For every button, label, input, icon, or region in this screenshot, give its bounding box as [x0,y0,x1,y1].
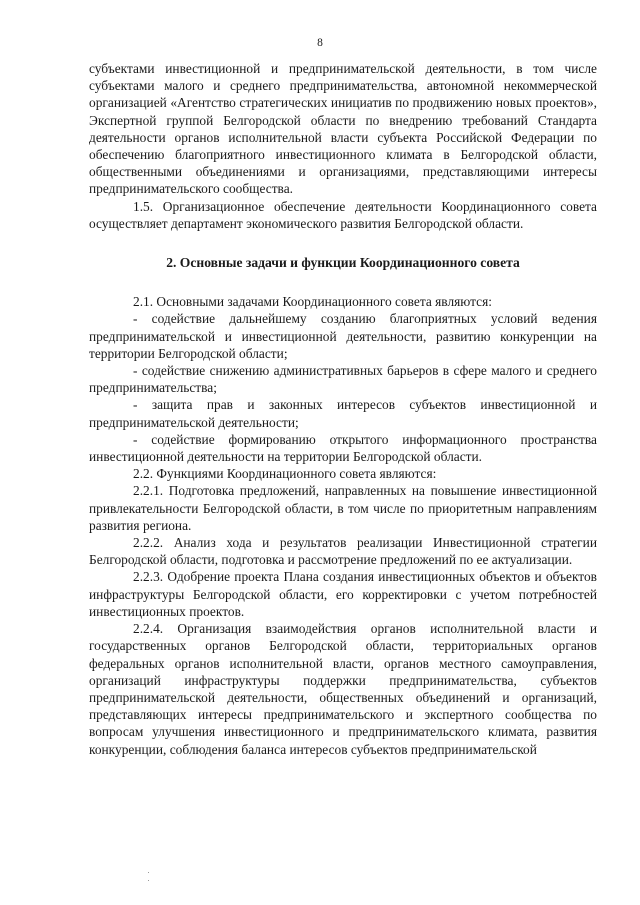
task-item-3: - защита прав и законных интересов субъектов инвестиционной и предпринимательской деятельности; [89,397,597,430]
task-item-2: - содействие снижению административных барьеров в сфере малого и среднего предпринимательства; [89,363,597,396]
paragraph-2-1: 2.1. Основными задачами Координационного совета являются: [133,294,492,310]
paragraph-2-2-2: 2.2.2. Анализ хода и результатов реализации Инвестиционной стратегии Белгородской области, подготовка и рассмотрение предложений по ее актуализации. [89,535,597,568]
paragraph-2-2-3: 2.2.3. Одобрение проекта Плана создания инвестиционных объектов и объектов инфраструктуры Белгородской области, его корректировки с учетом потребностей инвестиционных проектов. [89,569,597,619]
paragraph-2-2-4: 2.2.4. Организация взаимодействия органов исполнительной власти и государственных органов Белгородской области, территориальных органов федеральных органов исполнительной власти, органов местного самоуправления, организаций инфраструктуры поддержки предпринимательства, субъектов предпринимательской деятельности, общественных объединений и организаций, представляющих интересы предпринимательского и экспертного сообщества по вопросам улучшения инвестиционного и предпринимательского климата, развития конкуренции, соблюдения баланса интересов субъектов предпринимательской [89,621,597,757]
task-item-4: - содействие формированию открытого информационного пространства инвестиционной деятельности на территории Белгородской области. [89,431,597,465]
task-item-1: - содействие дальнейшему созданию благоприятных условий ведения предпринимательской и инвестиционной деятельности, развитию конкуренции на территории Белгородской области; [89,311,597,361]
paragraph-continuation: субъектами инвестиционной и предпринимательской деятельности, в том числе субъектами малого и среднего предпринимательства, автономной некоммерческой организацией «Агентство стратегических инициатив по продвижению новых проектов», Экспертной группой Белгородской области по внедрению требований Стандарта деятельности органов исполнительной власти субъекта Российской Федерации по обеспечению благоприятного инвестиционного климата в Белгородской области, общественными объединениями и организациями, представляющими интересы предпринимательского сообщества. [89,61,597,197]
paragraph-2-2-1: 2.2.1. Подготовка предложений, направленных на повышение инвестиционной привлекательности Белгородской области, в том числе по приоритетным направлениям развития региона. [89,483,597,533]
page-number: 8 [317,37,323,49]
paragraph-2-2: 2.2. Функциями Координационного совета являются: [133,466,437,482]
scan-speck [148,880,149,881]
document-body [89,60,597,758]
scan-speck [148,872,149,873]
paragraph-1-5: 1.5. Организационное обеспечение деятельности Координационного совета осуществляет департамент экономического развития Белгородской области. [89,198,597,231]
section-heading: 2. Основные задачи и функции Координационного совета [166,255,520,271]
